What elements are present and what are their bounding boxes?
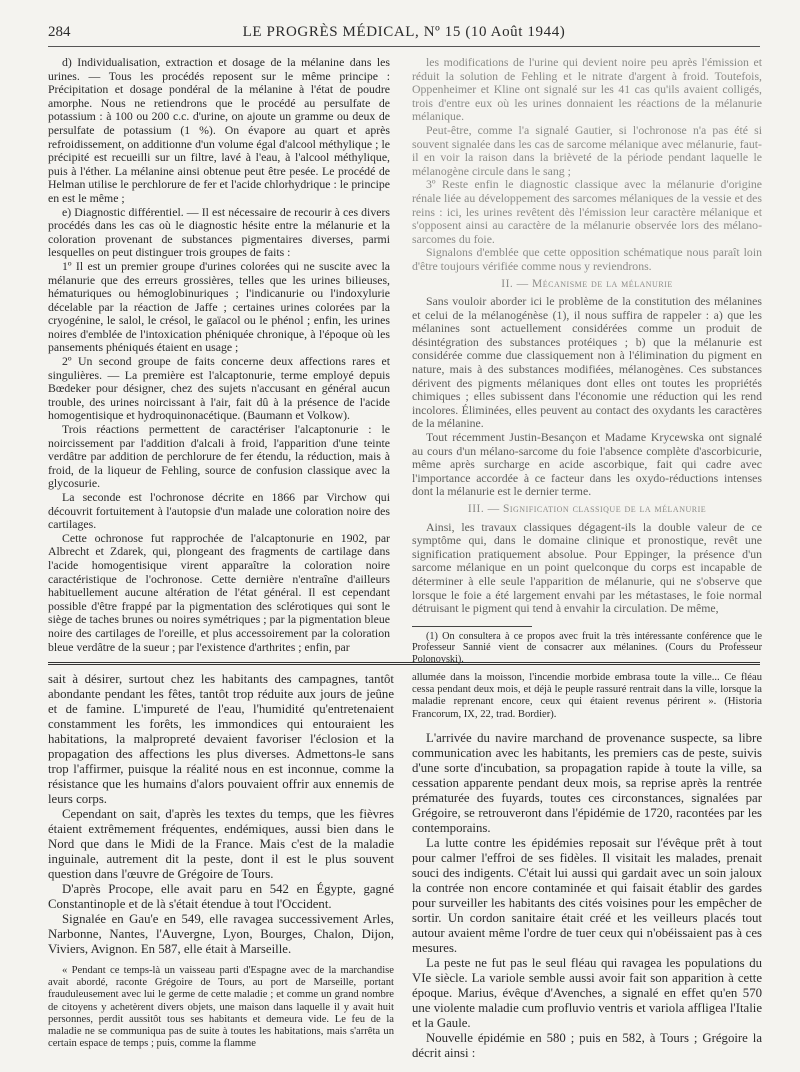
running-title: LE PROGRÈS MÉDICAL, Nº 15 (10 Août 1944) [242, 24, 566, 40]
paragraph: Ainsi, les travaux classiques dégagent-ils la double valeur de ce symptôme qui, dans le domaine clinique et pronostique, revêt une signification pratiquement absolue. Pour Eppinger, la présence d'un sarcome mélanique en un point quelconque du corps est incapable de déterminer à elle seule l'apparition de mélanurie, qui ne s'observe que lorsque le foie a été largement envahi par les métastases, le foie normal détruisant le pigment qui tend à envahir la circulation. De même, [412, 519, 762, 616]
paragraph: les modifications de l'urine qui devient noire peu après l'émission et réduit la solution de Fehling et le nitrate d'argent à froid. Toutefois, Oppenheimer et Kline ont signalé sur les 41 cas qu'ils avaient colligés, trois d'entre eux où les urines donnaient les réactions de la mélanurie mélanique. [412, 55, 762, 124]
paragraph: Tout récemment Justin-Besançon et Madame Krycewska ont signalé au cours d'un mélano-sarcome du foie l'absence complète d'ascorbicurie, même après surcharge en acide ascorbique, fait qui cadre avec l'importance accordée à ce facteur dans les oxydo-réductions intenses dont la mélanurie est le dernier terme. [412, 430, 762, 499]
paragraph: Signalons d'emblée que cette opposition schématique nous paraît loin d'être toujours vérifiée comme nous y reviendrons. [412, 245, 762, 273]
lower-right-column [412, 672, 762, 1061]
paragraph: Signalée en Gau'e en 549, elle ravagea successivement Arles, Narbonne, Nantes, l'Auvergne, Lyon, Bourges, Chalon, Dijon, Viviers, Avignon. En 587, elle était à Marseille. [48, 912, 394, 956]
upper-left-column [48, 56, 390, 654]
paragraph: Peut-être, comme l'a signalé Gautier, si l'ochronose n'a pas été si souvent signalée dans les cas de sarcome mélanique avec mélanurie, faut-il en voir la raison dans la brièveté de la période pendant laquelle le mélanogène circule dans le sang ; [412, 122, 762, 178]
paragraph: Sans vouloir aborder ici le problème de la constitution des mélanines et celui de la mélanogénèse (1), il nous suffira de rappeler : a) que les mélanines sont actuellement considérées comme un produit de désintégration des substances protéiques ; b) que la mélanurie est considérée comme due classiquement non à l'élimination du pigment en nature, mais à des substances modifiées, mélanogènes. Ces substances dérivent des pigments mélaniques dont elles ont toutes les propriétés chimiques ; elles subissent dans l'économie une réduction qui les rend incolores. Éliminées, elles peuvent au contact des oxydants les caractères de la mélanine. [412, 294, 762, 431]
paragraph: Trois réactions permettent de caractériser l'alcaptonurie : le noircissement par l'addition d'alcali à froid, l'apparition d'une teinte verdâtre par addition de perchlorure de fer étendu, la réduction, mais à froid, de la liqueur de Fehling, source de confusion classique avec la glycosurie. [48, 422, 390, 491]
upper-right-column [412, 56, 762, 666]
footnote-continued: allumée dans la moisson, l'incendie morbide embrasa toute la ville... Ce fléau cessa pendant deux mois, et déjà le peuple rassuré rentrait dans la ville, lorsque la maladie reprenant encore, ceux qui étaient revenus périrent ». (Historia Francorum, IX, 22, trad. Bordier). [412, 672, 762, 720]
paragraph: Nouvelle épidémie en 580 ; puis en 582, à Tours ; Grégoire la décrit ainsi : [412, 1030, 762, 1060]
paragraph: d) Individualisation, extraction et dosage de la mélanine dans les urines. — Tous les procédés reposent sur le même principe : Précipitation et dosage pondéral de la mélanine à l'état de poudre amorphe. Nous ne retiendrons que le procédé au persulfate de potassium : à 100 ou 200 c.c. d'urine, on ajoute un gramme ou deux de persulfate de potassium (1 %). On évapore au quart et après refroidissement, on additionne d'un volume égal d'alcool méthylique ; le précipité est recueilli sur un filtre, lavé à l'eau, à l'alcool méthylique, puis à l'éther. La mélanine ainsi obtenue peut être pesée. Le procédé de Helman utilise le perchlorure de fer et l'acide chlorhydrique : le principe en est le même ; [48, 55, 390, 205]
paragraph: 2º Un second groupe de faits concerne deux affections rares et singulières. — La première est l'alcaptonurie, terme employé depuis Bœdeker pour désigner, chez des sujets n'accusant en général aucun trouble, des urines noircissant à l'air, fait dû à la présence de l'acide homogentisique et hydroquinonacétique. (Baumann et Volkow). [48, 354, 390, 423]
paragraph: La peste ne fut pas le seul fléau qui ravagea les populations du VIe siècle. La variole semble aussi avoir fait son apparition à cette époque. Marius, évêque d'Avenches, a signalé en effet qu'en 570 une violente maladie cum profluvio ventris et variola affligea l'Italie et la Gaule. [412, 955, 762, 1030]
paragraph: e) Diagnostic différentiel. — Il est nécessaire de recourir à ces divers procédés dans les cas où le diagnostic hésite entre la mélanurie et la coloration provenant de substances pigmentaires diverses, parmi lesquelles on peut distinguer trois groupes de faits : [48, 204, 390, 260]
paragraph: Cette ochronose fut rapprochée de l'alcaptonurie en 1902, par Albrecht et Zdarek, qui, plongeant des fragments de cartilage dans l'acide homogentisique virent apparaître la coloration noire caractéristique de l'ochronose. Cette dernière n'entraîne d'ailleurs habituellement aucune altération de l'état général. Il est cependant possible d'être frappé par la pigmentation des sclérotiques qui sont le siège de taches brunes ou noires symétriques ; par la pigmentation bleue noire des cartilages de l'oreille, et plus accessoirement par la coloration bleue verdâtre de la sueur ; par l'existence d'arthrites ; enfin, par [48, 530, 390, 654]
running-header [48, 22, 760, 47]
paragraph: La lutte contre les épidémies reposait sur l'évêque prêt à tout pour calmer l'effroi de ses fidèles. Il visitait les malades, prenait souci des indigents. C'était lui aussi qui gardait avec un soin jaloux la contrée non encore contaminée et qui faisait établir des gardes pour surveiller les habitants des cités voisines pour les empêcher de sortir. Un cordon sanitaire était créé et les veilleurs placés tout autour avaient même l'ordre de tuer ceux qui n'obéissaient pas à ces mesures. [412, 835, 762, 955]
footnote-rule [412, 626, 532, 627]
paragraph: 3º Reste enfin le diagnostic classique avec la mélanurie d'origine rénale liée au développement des sarcomes mélaniques de la vessie et des reins : ici, les urines revêtent dès l'émission leur caractère mélanique et s'opposent ainsi au caractère de la mélanurie observée lors des mélano-sarcomes du foie. [412, 177, 762, 246]
paragraph: Cependant on sait, d'après les textes du temps, que les fièvres étaient extrêmement fréquentes, endémiques, aussi bien dans le Nord que dans le Midi de la France. Mais c'est de la maladie inguinale, autrement dit la peste, dont il est le plus souvent question dans l'œuvre de Grégoire de Tours. [48, 807, 394, 881]
paragraph: L'arrivée du navire marchand de provenance suspecte, sa libre communication avec les habitants, les premiers cas de peste, suivis d'une sorte d'incubation, sa propagation rapide à toute la ville, sa cessation apparente pendant deux mois, sa reprise après la rentrée prématurée des fuyards, toutes ces circonstances, signalées par Grégoire, se retrouveront dans l'épidémie de 1720, racontées par les contemporains. [412, 730, 762, 835]
section-separator [48, 662, 760, 665]
paragraph: La seconde est l'ochronose décrite en 1866 par Virchow qui découvrit fortuitement à l'autopsie d'un malade une coloration noire des cartilages. [48, 490, 390, 532]
section-heading: III. — Signification classique de la mélanurie [467, 503, 707, 515]
paragraph: D'après Procope, elle avait paru en 542 en Égypte, gagné Constantinople et de là s'était étendue à tout l'Occident. [48, 882, 394, 911]
section-heading: II. — Mécanisme de la mélanurie [501, 277, 673, 290]
paragraph: 1º Il est un premier groupe d'urines colorées qui ne suscite avec la mélanurie que des erreurs grossières, telles que les urines bilieuses, hématuriques ou hémoglobinuriques ; l'indicanurie ou l'indoxylurie décelable par la réaction de Jaffe ; certaines urines colorées par la cryogénine, le salol, le crésol, le gaïacol ou le phénol ; enfin, les urines noires d'emblée de l'intoxication phéniquée chronique, à l'époque où les pansements phéniqués étaient en usage ; [48, 258, 390, 355]
paragraph: sait à désirer, surtout chez les habitants des campagnes, tantôt abondante pendant les fêtes, tantôt trop réduite aux jours de jeûne et de famine. L'impureté de l'eau, l'humidité qu'entretenaient constamment les forêts, les immondices qui entouraient les habitations, la malpropreté devaient favoriser l'éclosion et la propagation des affections les plus diverses. Admettons-le sans trop l'affirmer, puisque la réalité nous en est inconnue, comme la résistance que les humains d'alors pouvaient offrir aux ennemis de leurs corps. [48, 672, 394, 806]
footnote: « Pendant ce temps-là un vaisseau parti d'Espagne avec de la marchandise avait abordé, raconte Grégoire de Tours, au port de Marseille, portant frauduleusement avec lui le germe de cette maladie ; et comme un grand nombre de citoyens y achetèrent divers objets, une maison dans laquelle il y avait huit personnes, perdit aussitôt tous ses habitants et demeura vide. Le feu de la maladie ne se communiqua pas de suite à toutes les habitations, mais s'arrêta un certain espace de temps ; puis, comme la flamme [48, 965, 394, 1050]
page-number: 284 [48, 24, 71, 40]
lower-left-column [48, 672, 394, 1050]
footnote: (1) On consultera à ce propos avec fruit la très intéressante conférence que le Professeur Sannié vient de consacrer aux mélanines. (Cours du Professeur Polonovski). [412, 630, 762, 665]
